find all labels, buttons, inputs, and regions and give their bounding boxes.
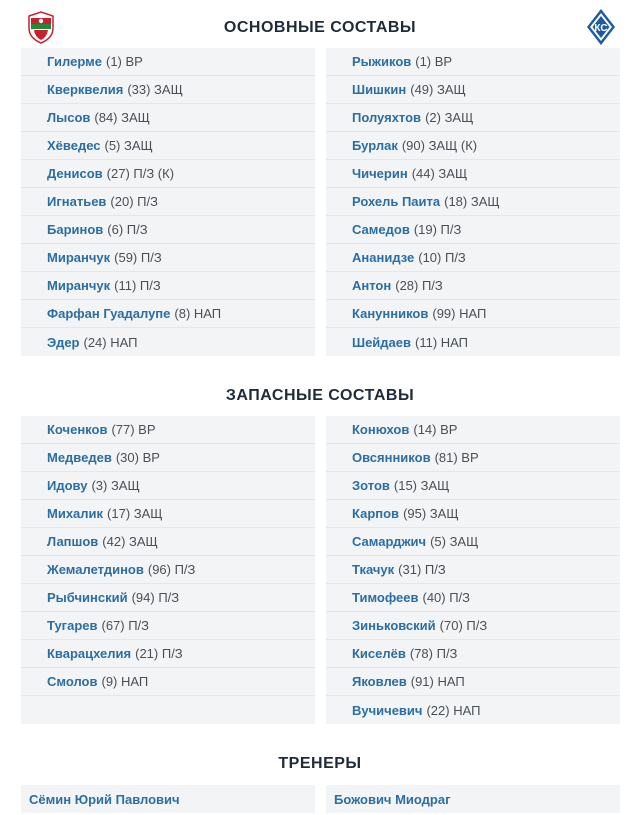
player-info: (81) ВР xyxy=(434,450,479,465)
player-name-link[interactable]: Гилерме xyxy=(47,54,102,69)
player-row xyxy=(326,696,620,724)
player-name-link[interactable]: Жемалетдинов xyxy=(47,562,144,577)
player-name-link[interactable]: Лысов xyxy=(47,110,91,125)
player-info: (42) ЗАЩ xyxy=(102,534,158,549)
player-name-link[interactable]: Михалик xyxy=(47,506,104,521)
player-info: (14) ВР xyxy=(413,422,458,437)
player-info: (59) П/З xyxy=(114,250,162,265)
player-row xyxy=(326,104,620,132)
player-name-link[interactable]: Хёведес xyxy=(47,138,101,153)
player-row xyxy=(326,444,620,472)
player-row xyxy=(21,132,315,160)
player-name-link[interactable]: Фарфан Гуадалупе xyxy=(47,306,171,321)
player-row xyxy=(21,612,315,640)
player-name-link[interactable]: Лапшов xyxy=(47,534,99,549)
empty-row xyxy=(21,696,315,724)
player-row xyxy=(326,640,620,668)
away-subs-list xyxy=(326,416,620,724)
player-name-link[interactable]: Коченков xyxy=(47,422,108,437)
player-info: (6) П/З xyxy=(107,222,148,237)
player-row xyxy=(326,584,620,612)
svg-text:КС: КС xyxy=(594,23,608,34)
player-name-link[interactable]: Миранчук xyxy=(47,278,111,293)
home-starting-list xyxy=(21,48,315,356)
player-row xyxy=(21,300,315,328)
player-row xyxy=(326,556,620,584)
player-info: (24) НАП xyxy=(83,334,138,350)
player-row xyxy=(326,76,620,104)
player-row xyxy=(21,556,315,584)
substitutes-heading: ЗАПАСНЫЕ СОСТАВЫ xyxy=(225,387,415,404)
player-info: (27) П/З (К) xyxy=(106,166,175,181)
player-name-link[interactable]: Бурлак xyxy=(352,138,398,153)
player-row xyxy=(326,132,620,160)
player-row xyxy=(21,416,315,444)
away-starting-list xyxy=(326,48,620,356)
player-name-link[interactable]: Рохель Паита xyxy=(352,194,441,209)
player-name-link[interactable]: Эдер xyxy=(47,334,80,350)
player-row xyxy=(326,328,620,356)
player-name-link[interactable]: Тимофеев xyxy=(352,590,419,605)
player-row xyxy=(21,640,315,668)
player-info: (40) П/З xyxy=(422,590,471,605)
player-name-link[interactable]: Тугарев xyxy=(47,618,98,633)
player-info: (28) П/З xyxy=(395,278,443,293)
player-row xyxy=(21,76,315,104)
home-subs-list xyxy=(21,416,315,724)
player-row xyxy=(21,216,315,244)
player-row xyxy=(326,416,620,444)
player-info: (15) ЗАЩ xyxy=(393,478,450,493)
player-name-link[interactable]: Конюхов xyxy=(352,422,410,437)
player-info: (1) ВР xyxy=(415,54,453,69)
player-info: (22) НАП xyxy=(426,702,481,718)
player-info: (44) ЗАЩ xyxy=(411,166,468,181)
player-info: (78) П/З xyxy=(409,646,458,661)
player-name-link[interactable]: Рыжиков xyxy=(352,54,412,69)
player-info: (91) НАП xyxy=(410,674,465,689)
player-info: (84) ЗАЩ xyxy=(94,110,150,125)
player-name-link[interactable]: Полуяхтов xyxy=(352,110,422,125)
player-row xyxy=(326,48,620,76)
player-name-link[interactable]: Смолов xyxy=(47,674,98,689)
player-name-link[interactable]: Самедов xyxy=(352,222,410,237)
player-row xyxy=(21,188,315,216)
player-info: (70) П/З xyxy=(439,618,488,633)
player-name-link[interactable]: Антон xyxy=(352,278,392,293)
coach-name-link[interactable]: Божович Миодраг xyxy=(334,791,451,807)
player-info: (49) ЗАЩ xyxy=(410,82,466,97)
player-info: (1) ВР xyxy=(105,54,143,69)
player-row xyxy=(21,272,315,300)
player-row xyxy=(21,668,315,696)
player-row xyxy=(326,300,620,328)
coach-name-link[interactable]: Сёмин Юрий Павлович xyxy=(29,791,180,807)
player-info: (94) П/З xyxy=(131,590,180,605)
player-info: (11) П/З xyxy=(114,278,161,293)
player-info: (5) ЗАЩ xyxy=(104,138,153,153)
player-name-link[interactable]: Ананидзе xyxy=(352,250,415,265)
player-name-link[interactable]: Шишкин xyxy=(352,82,407,97)
player-row xyxy=(21,244,315,272)
player-name-link[interactable]: Кверквелия xyxy=(47,82,124,97)
player-name-link[interactable]: Ткачук xyxy=(352,562,395,577)
player-name-link[interactable]: Овсянников xyxy=(352,450,431,465)
player-info: (3) ЗАЩ xyxy=(91,478,140,493)
player-name-link[interactable]: Шейдаев xyxy=(352,334,411,350)
home-coach-box xyxy=(21,785,315,813)
player-name-link[interactable]: Кварацхелия xyxy=(47,646,132,661)
player-row xyxy=(21,160,315,188)
player-row xyxy=(326,612,620,640)
player-name-link[interactable]: Карпов xyxy=(352,506,400,521)
player-row xyxy=(21,584,315,612)
player-info: (21) П/З xyxy=(135,646,183,661)
player-row xyxy=(326,668,620,696)
player-name-link[interactable]: Канунников xyxy=(352,306,429,321)
coach-row xyxy=(326,785,620,813)
player-info: (11) НАП xyxy=(415,334,469,350)
starting-lineups-heading: ОСНОВНЫЕ СОСТАВЫ xyxy=(223,19,417,36)
player-info: (20) П/З xyxy=(110,194,158,209)
player-info: (30) ВР xyxy=(115,450,160,465)
player-info: (99) НАП xyxy=(432,306,487,321)
player-info: (67) П/З xyxy=(101,618,150,633)
player-row xyxy=(326,500,620,528)
player-name-link[interactable]: Зотов xyxy=(352,478,390,493)
player-row xyxy=(326,188,620,216)
player-name-link[interactable]: Яковлев xyxy=(352,674,407,689)
player-row xyxy=(21,328,315,356)
player-info: (9) НАП xyxy=(101,674,149,689)
player-name-link[interactable]: Баринов xyxy=(47,222,104,237)
player-info: (18) ЗАЩ xyxy=(444,194,500,209)
player-row xyxy=(326,160,620,188)
player-info: (96) П/З xyxy=(147,562,196,577)
player-name-link[interactable]: Киселёв xyxy=(352,646,406,661)
player-row xyxy=(326,216,620,244)
player-row xyxy=(21,48,315,76)
player-name-link[interactable]: Чичерин xyxy=(352,166,408,181)
player-row xyxy=(326,472,620,500)
player-name-link[interactable]: Медведев xyxy=(47,450,112,465)
player-row xyxy=(21,472,315,500)
player-name-link[interactable]: Зиньковский xyxy=(352,618,436,633)
player-name-link[interactable]: Идову xyxy=(47,478,88,493)
player-name-link[interactable]: Миранчук xyxy=(47,250,111,265)
player-info: (77) ВР xyxy=(111,422,156,437)
player-row xyxy=(21,444,315,472)
player-info: (90) ЗАЩ (К) xyxy=(401,138,478,153)
player-info: (31) П/З xyxy=(398,562,446,577)
player-row xyxy=(326,244,620,272)
player-info: (10) П/З xyxy=(418,250,466,265)
coach-row xyxy=(21,785,315,813)
player-row xyxy=(326,272,620,300)
player-info: (33) ЗАЩ xyxy=(127,82,183,97)
coaches-heading: ТРЕНЕРЫ xyxy=(278,755,362,772)
player-row xyxy=(326,528,620,556)
player-info: (5) ЗАЩ xyxy=(430,534,479,549)
player-name-link[interactable]: Рыбчинский xyxy=(47,590,128,605)
player-row xyxy=(21,528,315,556)
player-info: (19) П/З xyxy=(413,222,462,237)
away-coach-box xyxy=(326,785,620,813)
player-name-link[interactable]: Вучичевич xyxy=(352,702,423,718)
player-info: (8) НАП xyxy=(174,306,222,321)
player-row xyxy=(21,104,315,132)
player-row xyxy=(21,500,315,528)
player-info: (95) ЗАЩ xyxy=(403,506,459,521)
player-name-link[interactable]: Самарджич xyxy=(352,534,427,549)
player-info: (2) ЗАЩ xyxy=(425,110,474,125)
player-name-link[interactable]: Игнатьев xyxy=(47,194,107,209)
player-info: (17) ЗАЩ xyxy=(107,506,163,521)
player-name-link[interactable]: Денисов xyxy=(47,166,103,181)
